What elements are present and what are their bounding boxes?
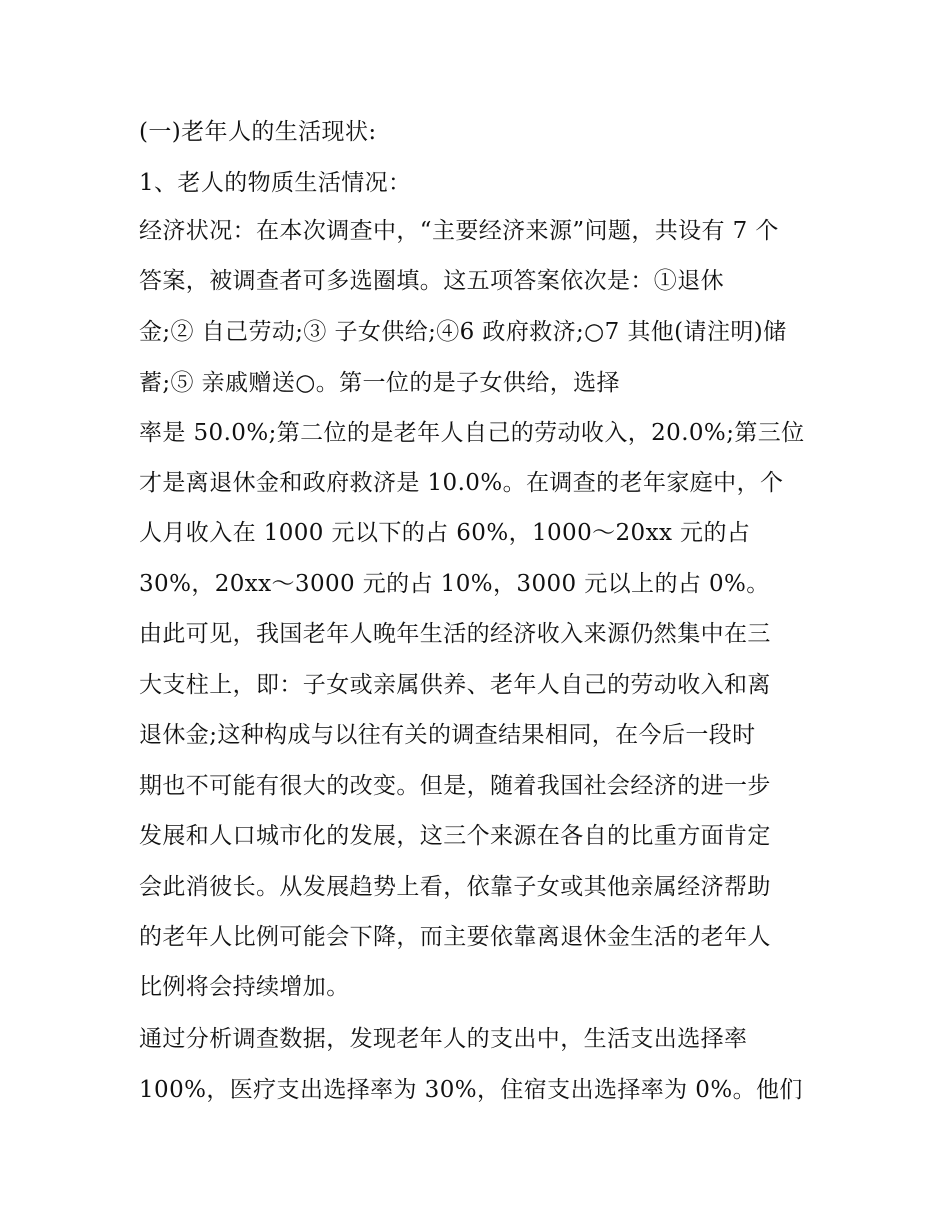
- text-line: 蓄;⑤ 亲戚赠送○。第一位的是子女供给，选择: [139, 370, 620, 396]
- text-line: 的老年人比例可能会下降，而主要依靠离退休金生活的老年人: [139, 924, 771, 950]
- text-line: 人月收入在 1000 元以下的占 60%，1000～20xx 元的占: [139, 520, 751, 546]
- text-line: 率是 50.0%;第二位的是老年人自己的劳动收入，20.0%;第三位: [139, 420, 805, 446]
- text-line: 退休金;这种构成与以往有关的调查结果相同，在今后一段时: [139, 722, 756, 748]
- subsection-heading: 1、老人的物质生活情况：: [139, 170, 412, 196]
- text-line: 30%，20xx～3000 元的占 10%，3000 元以上的占 0%。: [139, 571, 770, 597]
- text-line: 大支柱上，即：子女或亲属供养、老年人自己的劳动收入和离: [139, 672, 771, 698]
- text-line: 由此可见，我国老年人晚年生活的经济收入来源仍然集中在三: [139, 621, 771, 647]
- text-line: 期也不可能有很大的改变。但是，随着我国社会经济的进一步: [139, 773, 771, 799]
- text-line: 比例将会持续增加。: [139, 974, 350, 1000]
- text-line: 才是离退休金和政府救济是 10.0%。在调查的老年家庭中，个: [139, 470, 784, 496]
- text-line: 会此消彼长。从发展趋势上看，依靠子女或其他亲属经济帮助: [139, 874, 771, 900]
- text-line: 经济状况：在本次调查中，“主要经济来源”问题，共设有 7 个: [139, 218, 779, 244]
- text-line: 答案，被调查者可多选圈填。这五项答案依次是：①退休: [139, 268, 724, 294]
- section-heading: (一)老年人的生活现状:: [139, 119, 377, 145]
- text-line: 100%，医疗支出选择率为 30%，住宿支出选择率为 0%。他们: [139, 1077, 803, 1103]
- text-line: 发展和人口城市化的发展，这三个来源在各自的比重方面肯定: [139, 823, 771, 849]
- text-line: 金;② 自己劳动;③ 子女供给;④6 政府救济;○7 其他(请注明)储: [139, 319, 787, 345]
- text-line: 通过分析调查数据，发现老年人的支出中，生活支出选择率: [139, 1026, 748, 1052]
